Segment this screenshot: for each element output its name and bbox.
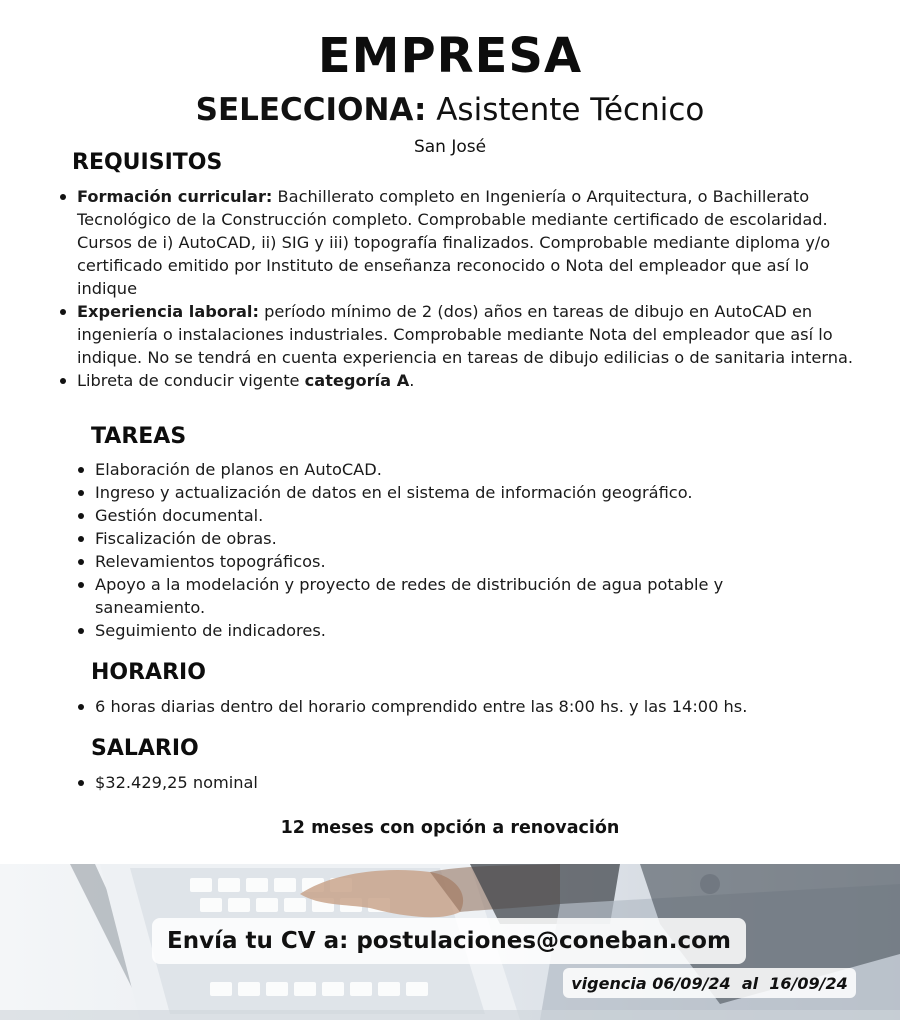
- tareas-heading: TAREAS: [91, 424, 187, 449]
- contract-duration: 12 meses con opción a renovación: [280, 818, 620, 838]
- item-text: período mínimo de 2 (dos) años en tareas de dibujo en AutoCAD en ingeniería o instalaciones industriales. Comprobable mediante Nota del empleador que así lo indique. No se tendrá en cuenta experiencia en tareas de dibujo edilicias o de sanitaria interna.: [77, 302, 854, 367]
- salario-list: [75, 771, 575, 794]
- list-item: [57, 185, 857, 300]
- item-text: .: [409, 371, 415, 390]
- job-location: San José: [413, 137, 487, 157]
- item-label: Experiencia laboral:: [77, 302, 259, 321]
- salario-heading: SALARIO: [91, 736, 199, 761]
- company-title: EMPRESA: [317, 28, 583, 84]
- list-item: [57, 369, 857, 392]
- horario-list: [75, 695, 875, 718]
- job-role: Asistente Técnico: [436, 92, 705, 128]
- job-subtitle: [0, 92, 900, 128]
- list-item: 6 horas diarias dentro del horario comprendido entre las 8:00 hs. y las 14:00 hs.: [75, 695, 875, 718]
- horario-heading: HORARIO: [91, 660, 206, 685]
- item-text: Libreta de conducir vigente: [77, 371, 305, 390]
- requisitos-list: [57, 185, 857, 392]
- item-text: Bachillerato completo en Ingeniería o Arquitectura, o Bachillerato Tecnológico de la Construcción completo. Comprobable mediante certificado de escolaridad. Cursos de i) AutoCAD, ii) SIG y iii) topografía finalizados. Comprobable mediante diploma y/o certificado emitido por Instituto de enseñanza reconocido o Nota del empleador que así lo indique: [77, 187, 831, 298]
- list-item: [57, 300, 857, 369]
- list-item: Elaboración de planos en AutoCAD.: [75, 458, 795, 481]
- list-item: Apoyo a la modelación y proyecto de redes de distribución de agua potable y saneamiento.: [75, 573, 795, 619]
- list-item: Gestión documental.: [75, 504, 795, 527]
- validity-dates: vigencia 06/09/24 al 16/09/24: [563, 968, 856, 998]
- list-item: Ingreso y actualización de datos en el sistema de información geográfico.: [75, 481, 795, 504]
- list-item: Fiscalización de obras.: [75, 527, 795, 550]
- list-item: Seguimiento de indicadores.: [75, 619, 795, 642]
- item-label: Formación curricular:: [77, 187, 273, 206]
- footer-banner: [0, 864, 900, 1020]
- requisitos-heading: REQUISITOS: [72, 150, 223, 175]
- item-label: categoría A: [304, 371, 410, 390]
- list-item: $32.429,25 nominal: [75, 771, 575, 794]
- send-cv-banner: Envía tu CV a: postulaciones@coneban.com: [152, 918, 746, 964]
- subtitle-lead: SELECCIONA:: [195, 92, 427, 128]
- list-item: Relevamientos topográficos.: [75, 550, 795, 573]
- tareas-list: [75, 458, 795, 642]
